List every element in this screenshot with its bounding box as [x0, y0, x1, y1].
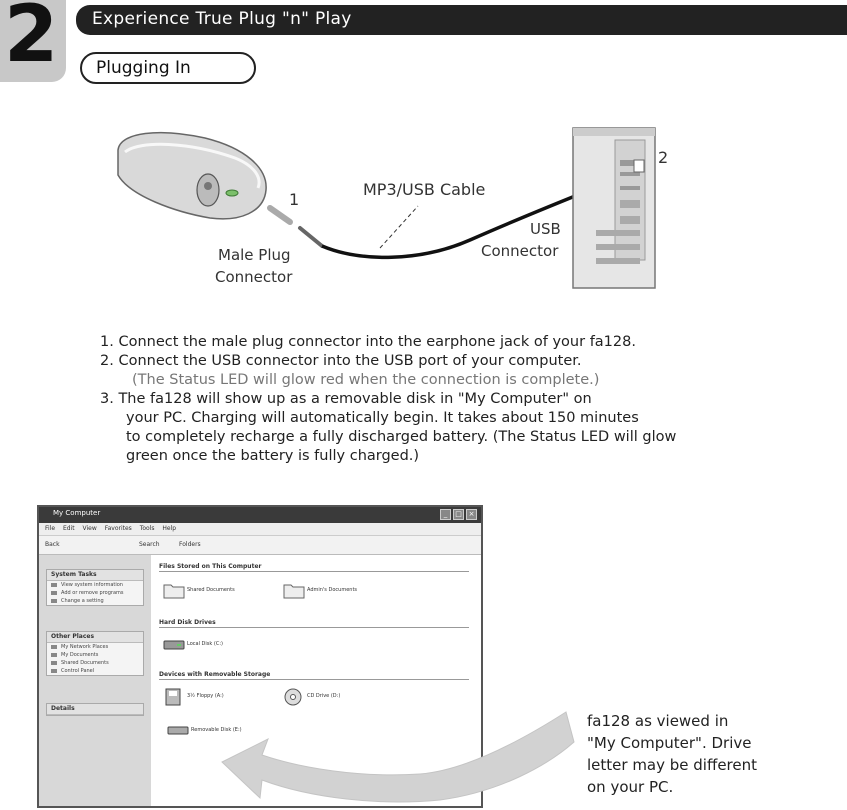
section-removable: Devices with Removable Storage: [159, 671, 469, 680]
section-files: Files Stored on This Computer: [159, 563, 469, 572]
menu-view[interactable]: View: [82, 525, 97, 532]
step-3-line-4: green once the battery is fully charged.): [126, 448, 420, 464]
label-1: 1: [289, 190, 300, 209]
step-2: 2. Connect the USB connector into the USB port of your computer.: [100, 353, 582, 369]
window-title: My Computer: [53, 509, 101, 517]
caption-line-1: fa128 as viewed in: [587, 712, 729, 730]
panel-title[interactable]: Other Places: [47, 632, 143, 643]
caption-line-3: letter may be different: [587, 756, 757, 774]
panel-title[interactable]: Details: [47, 704, 143, 715]
item-label: 3½ Floppy (A:): [187, 693, 224, 699]
male-plug-label-line1: Male Plug: [218, 246, 291, 264]
task-link[interactable]: Add or remove programs: [47, 589, 143, 597]
page-subtitle: Plugging In: [96, 58, 191, 78]
usb-label-line1: USB: [530, 220, 561, 238]
page-title: Experience True Plug "n" Play: [92, 9, 352, 29]
caption-line-2: "My Computer". Drive: [587, 734, 752, 752]
minimize-button[interactable]: _: [440, 509, 451, 520]
close-button[interactable]: ×: [466, 509, 477, 520]
place-link[interactable]: My Documents: [47, 651, 143, 659]
folders-button[interactable]: Folders: [179, 541, 201, 548]
male-plug-label-line2: Connector: [215, 268, 293, 286]
label-2: 2: [658, 148, 669, 167]
task-link[interactable]: Change a setting: [47, 597, 143, 605]
section-hdd: Hard Disk Drives: [159, 619, 469, 628]
item-label: Removable Disk (E:): [191, 727, 242, 733]
menu-edit[interactable]: Edit: [62, 525, 75, 532]
menu-tools[interactable]: Tools: [139, 525, 155, 532]
cable-label: MP3/USB Cable: [363, 180, 486, 199]
maximize-button[interactable]: □: [453, 509, 464, 520]
place-link[interactable]: Control Panel: [47, 667, 143, 675]
item-label: Shared Documents: [187, 587, 235, 593]
menu-favorites[interactable]: Favorites: [104, 525, 132, 532]
step-1: 1. Connect the male plug connector into the earphone jack of your fa128.: [100, 334, 636, 350]
step-2-note: (The Status LED will glow red when the connection is complete.): [132, 372, 600, 388]
panel-title[interactable]: System Tasks: [47, 570, 143, 581]
step-number: 2: [4, 0, 59, 80]
back-button[interactable]: Back: [45, 541, 60, 548]
item-label: CD Drive (D:): [307, 693, 341, 699]
menu-help[interactable]: Help: [162, 525, 177, 532]
step-3-line-3: to completely recharge a fully discharged battery. (The Status LED will glow: [126, 429, 677, 445]
caption-line-4: on your PC.: [587, 778, 674, 796]
step-3-line-1: 3. The fa128 will show up as a removable disk in "My Computer" on: [100, 391, 592, 407]
item-label: Local Disk (C:): [187, 641, 223, 647]
task-link[interactable]: View system information: [47, 581, 143, 589]
item-label: Admin's Documents: [307, 587, 358, 593]
place-link[interactable]: Shared Documents: [47, 659, 143, 667]
step-3-line-2: your PC. Charging will automatically begin. It takes about 150 minutes: [126, 410, 639, 426]
menu-file[interactable]: File: [45, 525, 56, 532]
search-button[interactable]: Search: [139, 541, 160, 548]
place-link[interactable]: My Network Places: [47, 643, 143, 651]
screenshot-caption: [587, 710, 807, 798]
usb-label-line2: Connector: [481, 242, 559, 260]
